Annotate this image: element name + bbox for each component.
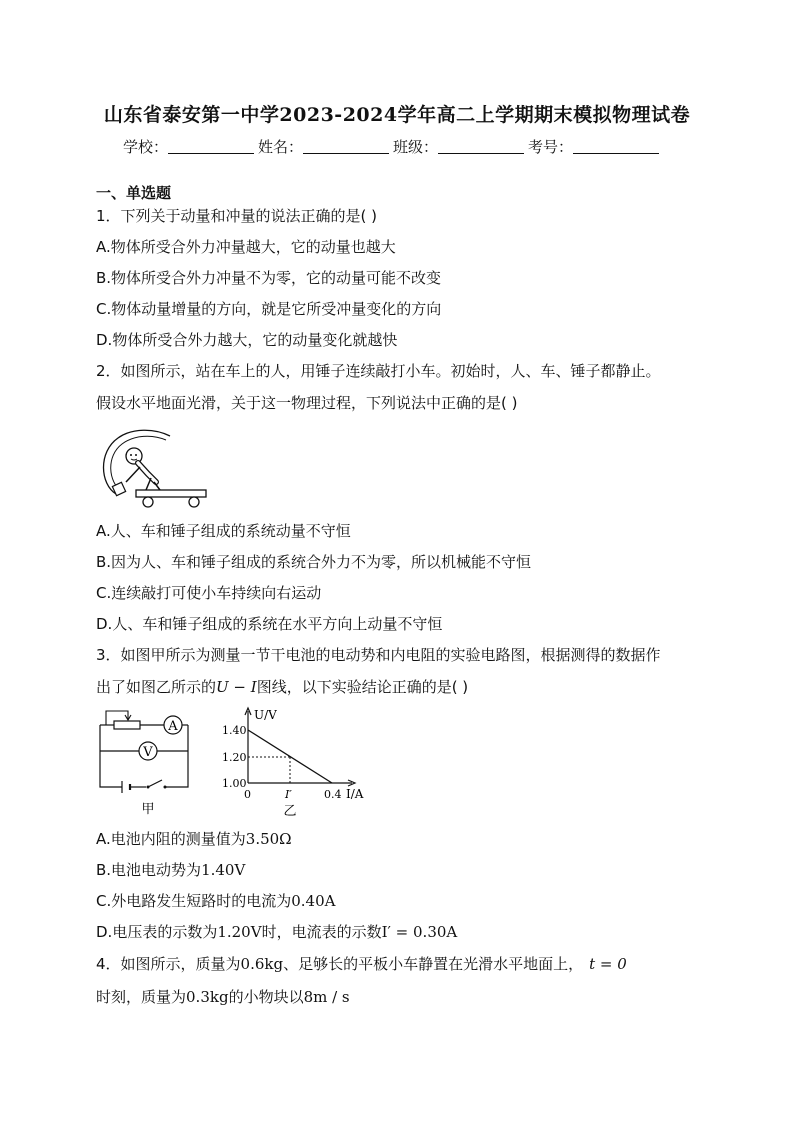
q3-ui-graph xyxy=(218,703,378,819)
q2-option-b: B.因为人、车和锤子组成的系统合外力不为零，所以机械能不守恒 xyxy=(96,553,532,571)
q2-stem-line2: 假设水平地面光滑，关于这一物理过程，下列说法中正确的是( ) xyxy=(96,394,518,412)
q3-option-c xyxy=(96,890,335,911)
graph-caption: 乙 xyxy=(283,804,297,819)
class-blank xyxy=(438,139,524,154)
q4-speed: 8m / s xyxy=(303,988,350,1006)
q4-mass-block: 0.3kg xyxy=(186,988,229,1006)
q1-option-a: A.物体所受合外力冲量越大，它的动量也越大 xyxy=(96,238,396,256)
q3-stem2-part2: 图线，以下实验结论正确的是( ) xyxy=(256,678,469,696)
name-blank xyxy=(303,139,389,154)
q3-option-d xyxy=(96,921,457,942)
q2-figure-person-on-cart xyxy=(96,422,216,510)
graph-ytick-2: 1.20 xyxy=(222,751,247,764)
school-label: 学校： xyxy=(123,138,169,156)
q4-mass-cart: 0.6kg xyxy=(240,955,284,973)
q4-stem-line2 xyxy=(96,986,350,1007)
exam-no-label: 考号： xyxy=(528,138,574,156)
q3-option-d-text1: D.电压表的示数为 xyxy=(96,923,218,941)
q3-option-c-value: 0.40A xyxy=(291,892,336,910)
q1-option-d: D.物体所受合外力越大，它的动量变化就越快 xyxy=(96,331,398,349)
q4-stem1-text1: 4．如图所示，质量为 xyxy=(96,955,241,973)
school-blank xyxy=(168,139,254,154)
section-heading: 一、单选题 xyxy=(96,184,172,202)
q3-option-b-value: 1.40V xyxy=(201,861,246,879)
q3-option-a-text: A.电池内阻的测量值为 xyxy=(96,830,246,848)
q3-option-b-text: B.电池电动势为 xyxy=(96,861,202,879)
graph-ytick-3: 1.00 xyxy=(222,777,247,790)
graph-x-end: 0.4 xyxy=(324,788,342,801)
q3-stem-line1: 3．如图甲所示为测量一节干电池的电动势和内电阻的实验电路图，根据测得的数据作 xyxy=(96,646,661,664)
class-label: 班级： xyxy=(393,138,439,156)
graph-xlabel: I/A xyxy=(346,787,364,801)
q4-stem1-text2: 、足够长的平板小车静置在光滑水平地面上， xyxy=(283,955,584,973)
voltmeter-label: V xyxy=(143,745,153,760)
q3-option-d-text2: 时，电流表的示数 xyxy=(261,923,382,941)
q3-option-a-value: 3.50Ω xyxy=(245,830,292,848)
exam-no-blank xyxy=(573,139,659,154)
q3-ui-symbol: U − I xyxy=(216,678,257,696)
q2-option-a: A.人、车和锤子组成的系统动量不守恒 xyxy=(96,522,351,540)
q3-option-c-text: C.外电路发生短路时的电流为 xyxy=(96,892,292,910)
q3-stem2-part1: 出了如图乙所示的 xyxy=(96,678,217,696)
q1-option-c: C.物体动量增量的方向，就是它所受冲量变化的方向 xyxy=(96,300,442,318)
exam-title: 山东省泰安第一中学2023-2024学年高二上学期期末模拟物理试卷 xyxy=(103,104,691,126)
ammeter-label: A xyxy=(168,719,178,734)
q2-stem-line1: 2．如图所示，站在车上的人，用锤子连续敲打小车。初始时，人、车、锤子都静止。 xyxy=(96,362,661,380)
q4-stem2-text1: 时刻，质量为 xyxy=(96,988,187,1006)
q3-option-b xyxy=(96,859,245,880)
q1-stem: 1．下列关于动量和冲量的说法正确的是( ) xyxy=(96,207,378,225)
q3-option-d-value1: 1.20V xyxy=(217,923,262,941)
q2-option-d: D.人、车和锤子组成的系统在水平方向上动量不守恒 xyxy=(96,615,443,633)
student-info-line xyxy=(123,136,663,157)
q1-option-b: B.物体所受合外力冲量不为零，它的动量可能不改变 xyxy=(96,269,442,287)
q3-option-a xyxy=(96,828,292,849)
graph-ytick-1: 1.40 xyxy=(222,724,247,737)
q4-time-zero: t = 0 xyxy=(589,955,627,973)
q3-stem-line2 xyxy=(96,676,468,697)
graph-ylabel: U/V xyxy=(254,708,277,722)
q2-option-c: C.连续敲打可使小车持续向右运动 xyxy=(96,584,322,602)
q3-option-d-value2: I′ = 0.30A xyxy=(381,923,458,941)
name-label: 姓名： xyxy=(258,138,304,156)
circuit-caption: 甲 xyxy=(141,802,155,817)
q4-stem-line1 xyxy=(96,953,627,974)
q3-circuit-diagram xyxy=(96,705,196,817)
graph-origin: 0 xyxy=(244,788,251,801)
q4-stem2-text2: 的小物块以 xyxy=(228,988,304,1006)
graph-x-mark: I′ xyxy=(285,788,292,801)
